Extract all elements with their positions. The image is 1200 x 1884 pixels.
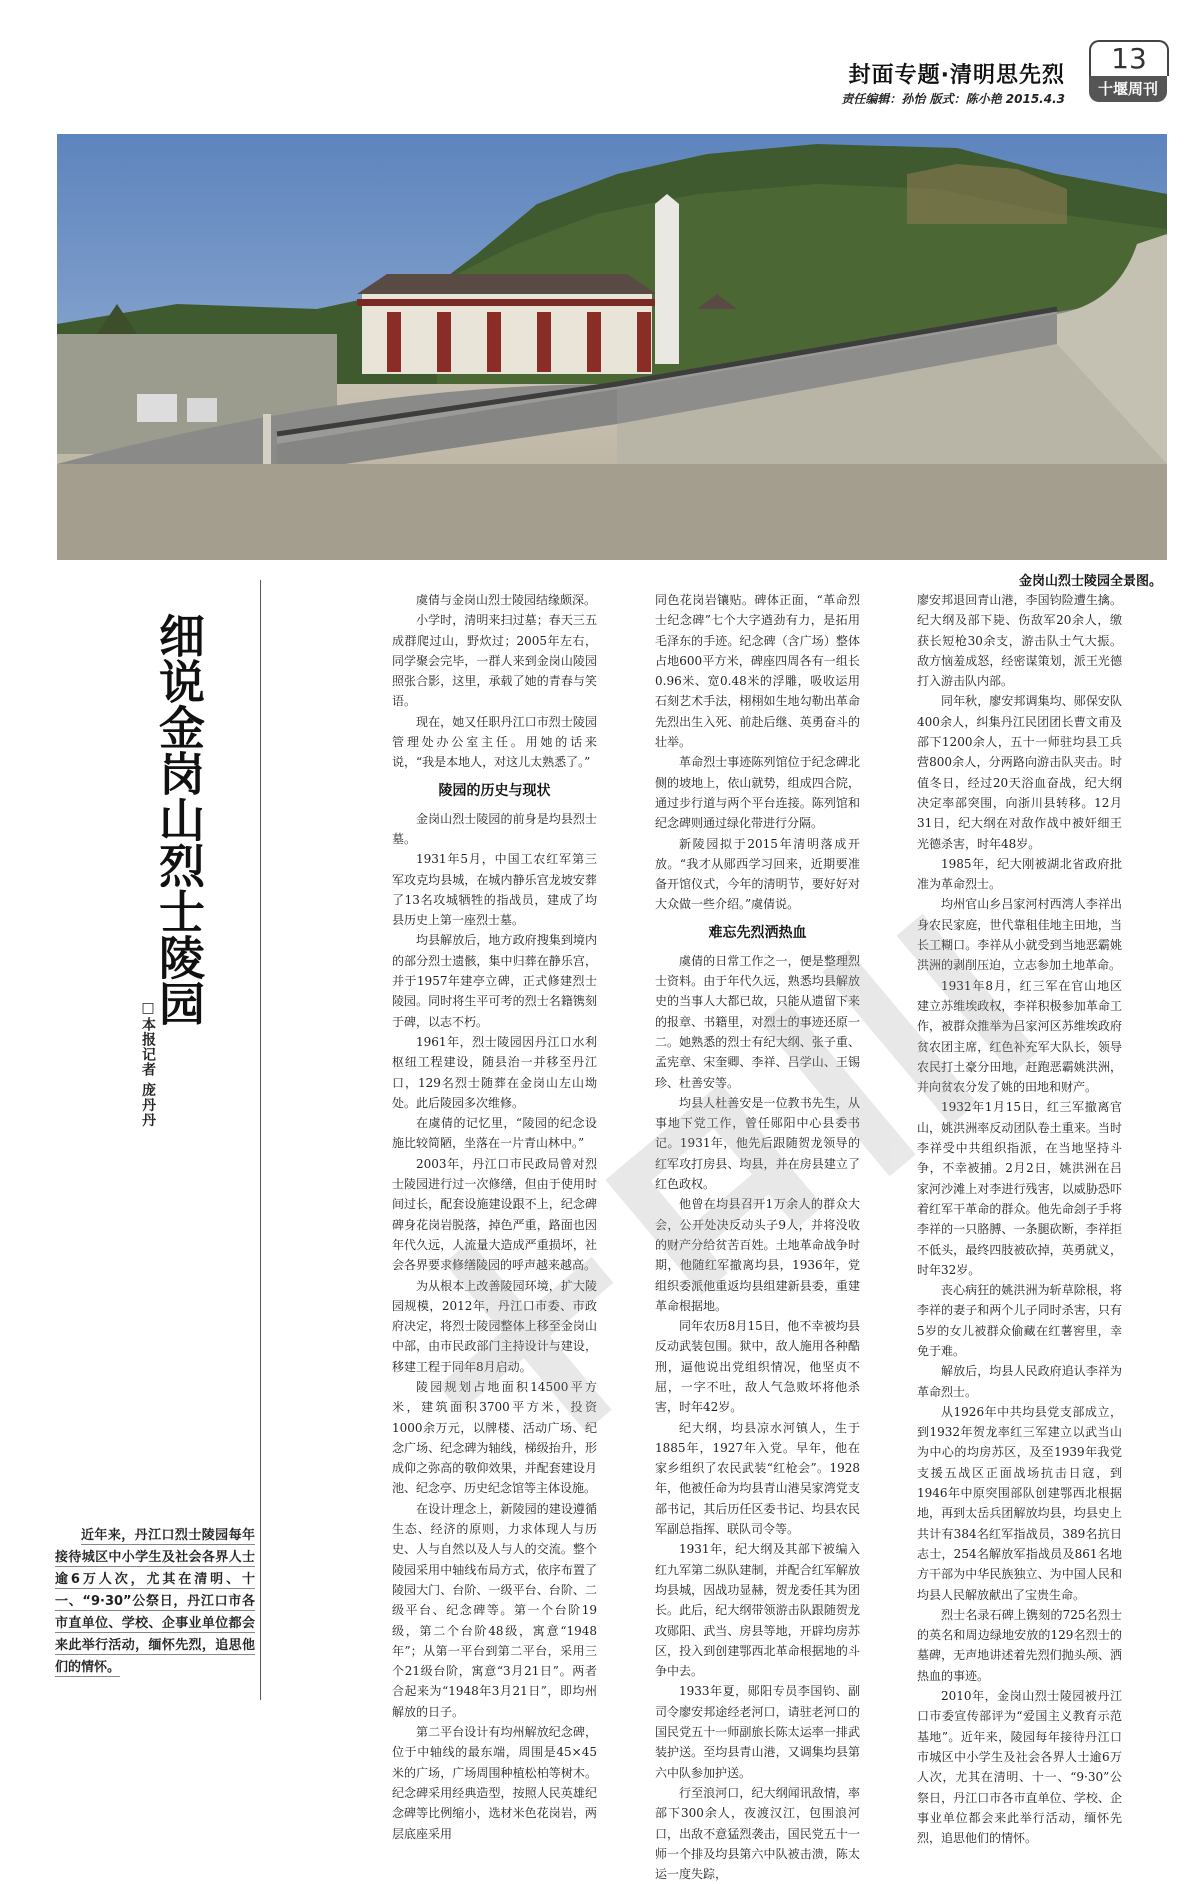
section-heading: 陵园的历史与现状 — [438, 782, 551, 799]
text-column-2 — [655, 590, 860, 1882]
paragraph: 小学时，清明来扫过墓；春天三五成群爬过山，野炊过；2005年左右，同学聚会完毕，一群人来到金岗山陵园照张合影，这里，承载了她的青春与笑语。 — [392, 613, 597, 709]
paragraph: 烈士名录石碑上镌刻的725名烈士的英名和周边绿地安放的129名烈士的墓碑，无声地讲述着先烈们抛头颅、洒热血的事迹。 — [917, 1607, 1122, 1683]
paragraph: 革命烈士事迹陈列馆位于纪念碑北侧的坡地上，依山就势，组成四合院，通过步行道与两个平台连接。陈列馆和纪念碑则通过绿化带进行分隔。 — [655, 755, 860, 831]
paragraph: 同年秋，廖安邦调集均、郧保安队400余人，纠集丹江民团团长曹文甫及部下1200余人，五十一师驻均县工兵营800余人，分两路向游击队夹击。时值冬日，经过20天浴血奋战，纪大纲决定率部突围，向浙川县转移。12月31日，纪大纲在对敌作战中被奸细王光德杀害，时年48岁。 — [917, 694, 1122, 851]
cemetery-panorama-photo — [57, 134, 1167, 560]
paragraph: 新陵园拟于2015年清明落成开放。“我才从郧西学习回来，近期要准备开馆仪式，今年的清明节，要好好对大众做一些介绍。”虞倩说。 — [655, 836, 860, 912]
paragraph: 他曾在均县召开1万余人的群众大会，公开处决反动头子9人，并将没收的财产分给贫苦百姓。土地革命战争时期，他随红军撤离均县，1936年，党组织委派他重返均县组建新县委，重建革命根据地。 — [655, 1197, 860, 1313]
paragraph: 虞倩的日常工作之一，便是整理烈士资料。由于年代久远，熟悉均县解放史的当事人大都已故，只能从遗留下来的报章、书籍里，对烈士的事迹还原一二。她熟悉的烈士有纪大纲、张子重、孟宪章、宋奎卿、李祥、吕学山、王锡珍、杜善安等。 — [655, 953, 860, 1090]
paragraph: 金岗山烈士陵园的前身是均县烈士墓。 — [392, 811, 597, 846]
paragraph: 在虞倩的记忆里，“陵园的纪念设施比较简陋，坐落在一片青山林中。” — [392, 1116, 597, 1151]
paragraph: 均县人杜善安是一位教书先生，从事地下党工作，曾任郧阳中心县委书记。1931年，他先后跟随贺龙领导的红军攻打房县、均县，并在房县建立了红色政权。 — [655, 1095, 860, 1192]
page-header — [0, 0, 1200, 110]
paragraph: 纪大纲，均县凉水河镇人，生于1885年，1927年入党。早年，他在家乡组织了农民武装“红枪会”。1928年，他被任命为均县青山港吴家湾党支部书记，其后历任区委书记、均县农民军副总指挥、联队司令等。 — [655, 1420, 860, 1537]
column-divider — [260, 580, 261, 1700]
paragraph: 为从根本上改善陵园环境，扩大陵园规模，2012年，丹江口市委、市政府决定，将烈士陵园整体上移至金岗山中部，由市民政部门主持设计与建设，移建工程于同年8月启动。 — [392, 1278, 597, 1374]
paragraph: 2010年，金岗山烈士陵园被丹江口市委宣传部评为“爱国主义教育示范基地”。近年来，陵园每年接待丹江口市城区中小学生及社会各界人士逾6万人次，尤其在清明、十一、“9·30”公祭日，丹江口市各市直单位、学校、企事业单位都会来此举行活动，缅怀先烈，追思他们的情怀。 — [917, 1689, 1122, 1846]
paragraph: 陵园规划占地面积14500平方米，建筑面积3700平方米，投资1000余万元，以牌楼、活动广场、纪念广场、纪念碑为轴线，梯级抬升，形成仰之弥高的敬仰效果，并配套建设月池、纪念亭、历史纪念馆等主体设施。 — [392, 1379, 597, 1496]
section-title: 封面专题·清明思先烈 — [848, 63, 1065, 88]
paragraph: 现在，她又任职丹江口市烈士陵园管理处办公室主任。用她的话来说，“我是本地人，对这儿太熟悉了。” — [392, 714, 597, 770]
editor-credit: 责任编辑：孙怡 版式：陈小艳 2015.4.3 — [841, 92, 1065, 106]
summary-text: 近年来，丹江口烈士陵园每年接待城区中小学生及社会各界人士逾6万人次，尤其在清明、十一、“9·30”公祭日，丹江口市各市直单位、学校、企事业单位都会来此举行活动，缅怀先烈，追思他们的情怀。 — [55, 1528, 255, 1675]
article-summary — [55, 1525, 255, 1679]
paragraph: 从1926年中共均县党支部成立，到1932年贺龙率红三军建立以武当山为中心的均房苏区，及至1939年我党支援五战区正面战场抗击日寇，到1946年中原突围部队创建鄂西北根据地，再到太岳兵团解放均县，均县史上共计有384名红军指战员，389名抗日志士，254名解放军指战员及861名地方干部为中华民族独立、为中国人民和均县人民解放献出了宝贵生命。 — [917, 1404, 1122, 1602]
publication-name: 十堰周刊 — [1089, 76, 1167, 102]
paragraph: 1933年夏，郧阳专员李国钧、副司令廖安邦途经老河口，请驻老河口的国民党五十一师副旅长陈太运率一排武装护送。至均县青山港，又调集均县第六中队参加护送。 — [655, 1684, 860, 1780]
paragraph: 在设计理念上，新陵园的建设遵循生态、经济的原则，力求体现人与历史、人与自然以及人与人的交流。整个陵园采用中轴线布局方式，依序布置了陵园大门、台阶、一级平台、台阶、二级平台、纪念碑等。第一个台阶19级，第二个台阶48级，寓意“1948年”；从第一平台到第二平台，采用三个21级台阶，寓意“3月21日”。两者合起来为“1948年3月21日”，即均州解放的日子。 — [392, 1501, 597, 1719]
paragraph: 第二平台设计有均州解放纪念碑，位于中轴线的最东端，周围是45×45米的广场，广场周围种植松柏等树木。纪念碑采用经典造型，按照人民英雄纪念碑等比例缩小，选材米色花岗岩，两层底座采用 — [392, 1725, 597, 1841]
photo-caption: 金岗山烈士陵园全景图。 — [1018, 574, 1162, 589]
paragraph: 1961年，烈士陵园因丹江口水利枢纽工程建设，随县治一并移至丹江口，129名烈士随葬在金岗山左山坳处。此后陵园多次维修。 — [392, 1034, 597, 1110]
paragraph: 同年农历8月15日，他不幸被均县反动武装包围。狱中，敌人施用各种酷刑，逼他说出党组织情况，他坚贞不屈，一字不吐，敌人气急败坏将他杀害，时年42岁。 — [655, 1319, 860, 1415]
paragraph: 1985年，纪大刚被湖北省政府批准为革命烈士。 — [917, 856, 1122, 892]
article-title: 细说金岗山烈士陵园 — [152, 612, 206, 1026]
paragraph: 1932年1月15日，红三军撤离官山，姚洪洲率反动团队卷土重来。当时李祥受中共组织指派，在当地坚持斗争，不幸被捕。2月2日，姚洪洲在吕家河沙滩上对李进行残害，以威胁恐吓着红军干革命的群众。他先命刽子手将李祥的一只胳膊、一条腿砍断，李祥拒不低头，最终四肢被砍掉，英勇就义，时年32岁。 — [917, 1100, 1122, 1277]
paragraph: 廖安邦退回青山港，李国钧险遭生擒。纪大纲及部下毙、伤敌军20余人，缴获长短枪30余支，游击队士气大振。敌方恼羞成怒，经密谋策划，派王光德打入游击队内部。 — [917, 593, 1122, 689]
text-column-1 — [392, 590, 597, 1841]
byline: □本报记者 庞丹丹 — [140, 1000, 156, 1128]
paragraph: 同色花岗岩镶贴。碑体正面，“革命烈士纪念碑”七个大字遒劲有力，是拓用毛泽东的手迹。纪念碑（含广场）整体占地600平方米，碑座四周各有一组长0.96米、宽0.48米的浮雕，吸收运用石刻艺术手法，栩栩如生地勾勒出革命先烈出生入死、前赴后继、英勇奋斗的壮举。 — [655, 593, 860, 750]
page-number: 13 — [1089, 40, 1169, 76]
paragraph: 均州官山乡吕家河村西湾人李祥出身农民家庭，世代靠租佳地主田地，当长工糊口。李祥从小就受到当地恶霸姚洪洲的剥削压迫，立志参加土地革命。 — [917, 897, 1122, 973]
section-heading: 难忘先烈洒热血 — [708, 924, 807, 941]
text-column-3 — [917, 590, 1122, 1846]
paragraph: 均县解放后，地方政府搜集到境内的部分烈士遗骸，集中归葬在静乐宫，并于1957年建亭立碑，正式修建烈士陵园。同时将生平可考的烈士名籍镌刻于碑，以志不朽。 — [392, 933, 597, 1029]
paragraph: 行至浪河口，纪大纲闻讯敌情，率部下300余人，夜渡汉江，包围浪河口，出敌不意猛烈袭击，国民党五十一师一个排及均县第六中队被击溃，陈太运一度失踪， — [655, 1785, 860, 1882]
paragraph: 1931年8月，红三军在官山地区建立苏维埃政权，李祥积极参加革命工作，被群众推举为吕家河区苏维埃政府贫农团主席，红色补充军大队长，领导农民打土豪分田地，赶跑恶霸姚洪洲，并向贫农分发了姚的田地和财产。 — [917, 978, 1122, 1095]
paragraph: 1931年，纪大纲及其部下被编入红九军第二纵队建制，并配合红军解放均县城，因战功显赫，贺龙委任其为团长。此后，纪大纲带领游击队跟随贺龙攻郧阳、武当、房县等地，开辟均房苏区，投入到创建鄂西北革命根据地的斗争中去。 — [655, 1542, 860, 1679]
paragraph: 1931年5月，中国工农红军第三军攻克均县城，在城内静乐宫龙坡安葬了13名攻城牺牲的指战员，建成了均县历史上第一座烈士墓。 — [392, 852, 597, 928]
paragraph: 丧心病狂的姚洪洲为斩草除根，将李祥的妻子和两个儿子同时杀害，只有5岁的女儿被群众偷藏在红薯窖里，幸免于难。 — [917, 1283, 1122, 1358]
paragraph: 虞倩与金岗山烈士陵园结缘颇深。 — [416, 593, 597, 607]
paragraph: 解放后，均县人民政府追认李祥为革命烈士。 — [917, 1364, 1122, 1399]
panorama-illustration — [57, 134, 1167, 560]
paragraph: 2003年，丹江口市民政局曾对烈士陵园进行过一次修缮，但由于使用时间过长，配套设施建设跟不上，纪念碑碑身花岗岩脱落，掉色严重，路面也因年代久远，人流量大造成严重损坏，社会各界要求修缮陵园的呼声越来越高。 — [392, 1156, 597, 1273]
